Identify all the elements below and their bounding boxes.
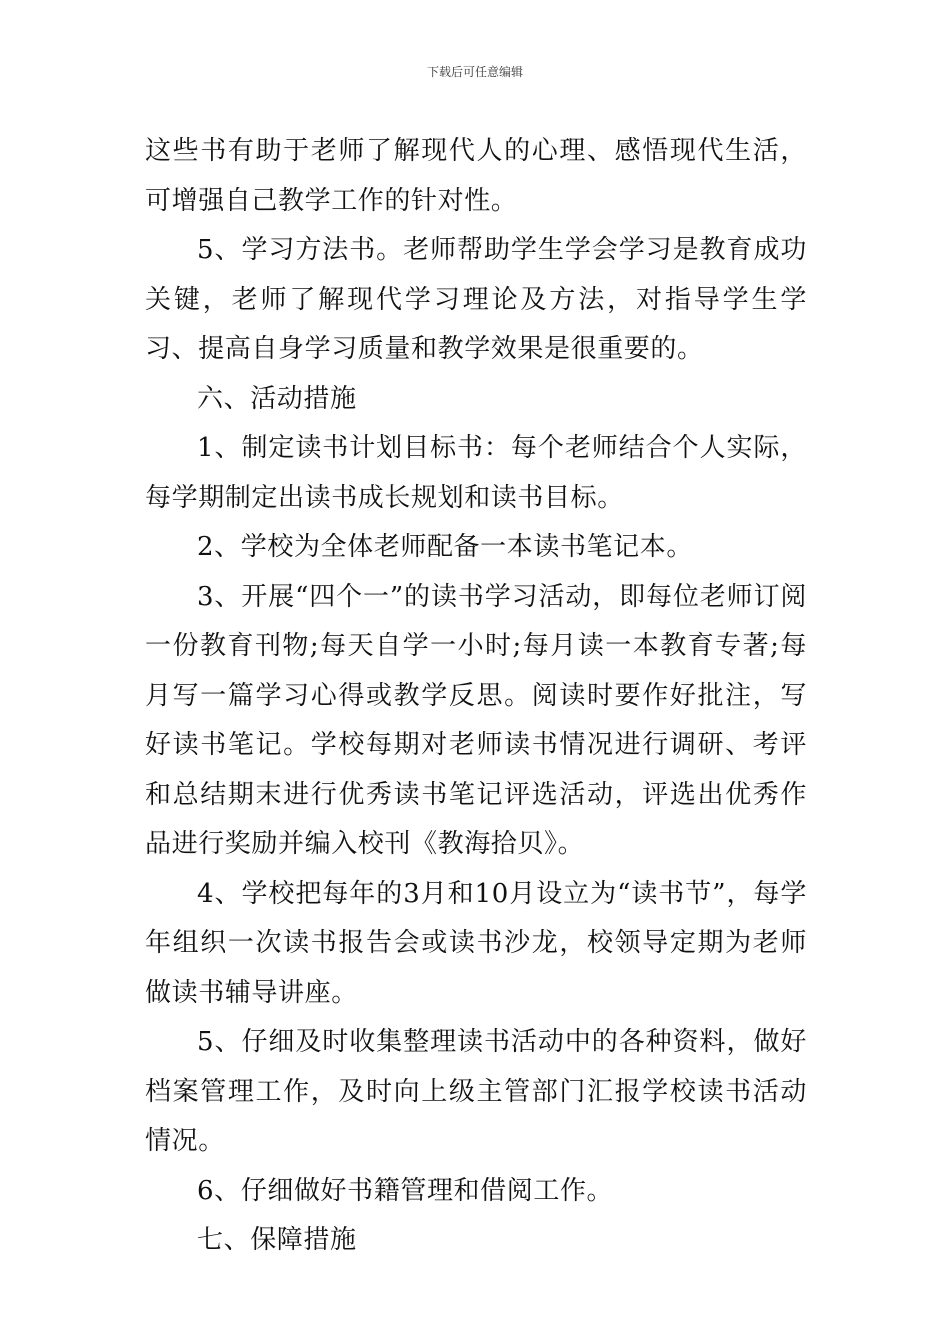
paragraph-intro-continued: 这些书有助于老师了解现代人的心理、感悟现代生活，可增强自己教学工作的针对性。 <box>145 136 807 216</box>
paragraph-notebook: 2、学校为全体老师配备一本读书笔记本。 <box>197 532 693 562</box>
document-body <box>145 127 807 1266</box>
section-heading-guarantee-measures: 七、保障措施 <box>197 1225 357 1255</box>
paragraph-four-ones-activity: 3、开展“四个一”的读书学习活动，即每位老师订阅一份教育刊物;每天自学一小时;每月读一本教育专著;每月写一篇学习心得或教学反思。阅读时要作好批注，写好读书笔记。学校每期对老师读书情况进行调研、考评和总结期末进行优秀读书笔记评选活动，评选出优秀作品进行奖励并编入校刊《教海拾贝》。 <box>145 581 807 859</box>
paragraph-reading-festival: 4、学校把每年的3月和10月设立为“读书节”，每学年组织一次读书报告会或读书沙龙，校领导定期为老师做读书辅导讲座。 <box>145 878 807 1008</box>
section-heading-activity-measures: 六、活动措施 <box>197 383 357 414</box>
paragraph-learning-method-books: 5、学习方法书。老师帮助学生学会学习是教育成功关键，老师了解现代学习理论及方法，对指导学生学习、提高自身学习质量和教学效果是很重要的。 <box>145 235 807 364</box>
paragraph-archive-management: 5、仔细及时收集整理读书活动中的各种资料，做好档案管理工作，及时向上级主管部门汇报学校读书活动情况。 <box>145 1027 807 1156</box>
page-header-note: 下载后可任意编辑 <box>426 65 523 79</box>
paragraph-book-lending: 6、仔细做好书籍管理和借阅工作。 <box>197 1175 614 1206</box>
paragraph-reading-plan: 1、制定读书计划目标书：每个老师结合个人实际，每学期制定出读书成长规划和读书目标。 <box>145 433 807 513</box>
